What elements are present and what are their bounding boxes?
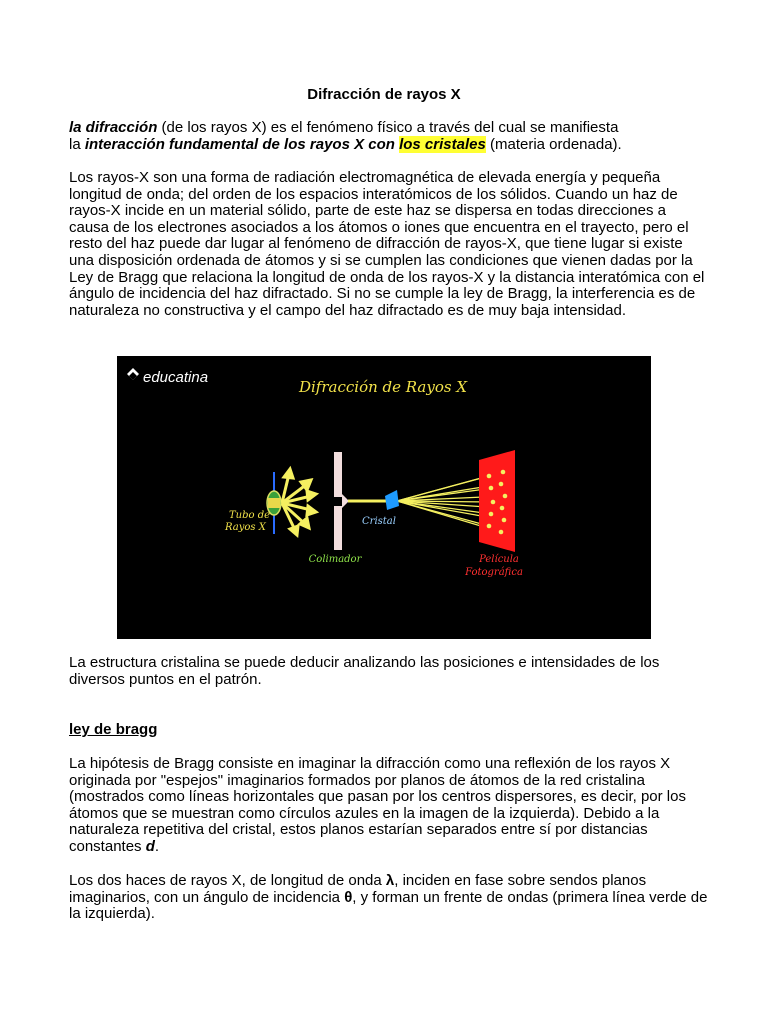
crystal-icon [385,490,399,510]
section-heading-ley-bragg: ley de bragg [69,721,158,738]
educatina-logo-icon [127,368,139,380]
paragraph-intro [69,120,709,153]
intro-text-1: (de los rayos X) es el fenómeno físico a través del cual se manifiesta [157,119,619,136]
photographic-film-icon [479,450,515,552]
tube-label-line2: Rayos X [225,522,266,533]
paragraph-rayos-x: Los rayos-X son una forma de radiación electromagnética de elevada energía y pequeña longitud de onda; del orden de los espacios interatómicos de los sólidos. Cuando un haz de rayos-X incide en un material sólido, parte de este haz se dispersa en todas direcciones a causa de los electrones asociados a los átomos o iones que encuentra en el trayecto, pero el resto del haz puede dar lugar al fenómeno de difracción de rayos-X, que tiene lugar si existe una disposición ordenada de átomos y si se cumplen las condiciones que vienen dadas por la Ley de Bragg que relaciona la longitud de onda de los rayos-X y la distancia interatómica con el ángulo de incidencia del haz difractado. Si no se cumple la ley de Bragg, la interferencia es de naturaleza no constructiva y el campo del haz difractado es de muy baja intensidad. [69,169,705,319]
figure-title: Difracción de Rayos X [298,378,468,396]
diffraction-diagram [117,356,651,639]
lambda-symbol: λ [385,872,395,889]
theta-symbol: θ [344,888,353,906]
film-label-line2: Fotográfica [465,567,523,578]
haces-text-1: Los dos haces de rayos X, de longitud de onda [69,872,386,889]
collimator-label: Colimador [308,554,362,565]
intro-highlight: los cristales [399,135,486,153]
emitted-rays-icon [282,469,316,535]
film-label-line1: Película [479,554,519,565]
haces-text-2: , inciden en fase sobre sendos planos imaginarios, con un ángulo de incidencia [69,872,647,906]
hipotesis-end: . [154,837,160,855]
intro-emphasis: interacción fundamental de los rayos X con [84,135,400,153]
collimator-icon [334,452,349,550]
paragraph-hipotesis-bragg [69,756,709,856]
intro-text-2: la [69,135,85,153]
haces-text-3: , y forman un frente de ondas (primera línea verde de la izquierda). [69,888,708,923]
diffraction-figure [117,356,651,639]
paragraph-haces [69,873,709,923]
tube-label-line1: Tubo de [229,510,271,521]
document-title: Difracción de rayos X [307,86,461,103]
xray-tube-icon [267,472,281,534]
term-difraccion: la difracción [69,119,158,136]
intro-text-3: (materia ordenada). [485,135,622,153]
crystal-label: Cristal [362,516,396,527]
hipotesis-text: La hipótesis de Bragg consiste en imaginar la difracción como una reflexión de los rayos X originada por "espejos" imaginarios formados por planos de átomos de la red cristalina (mostrados como líneas horizontales que pasan por los centros dispersores, es decir, por los átomos que se muestran como círculos azules en la imagen de la izquierda). Debido a la naturaleza repetitiva del cristal, estos planos estarían separados entre sí por distancias constantes [69,755,686,855]
brand-label: educatina [143,369,209,386]
variable-d: d [145,837,155,855]
paragraph-estructura: La estructura cristalina se puede deducir analizando las posiciones e intensidades de los diversos puntos en el patrón. [69,654,660,688]
